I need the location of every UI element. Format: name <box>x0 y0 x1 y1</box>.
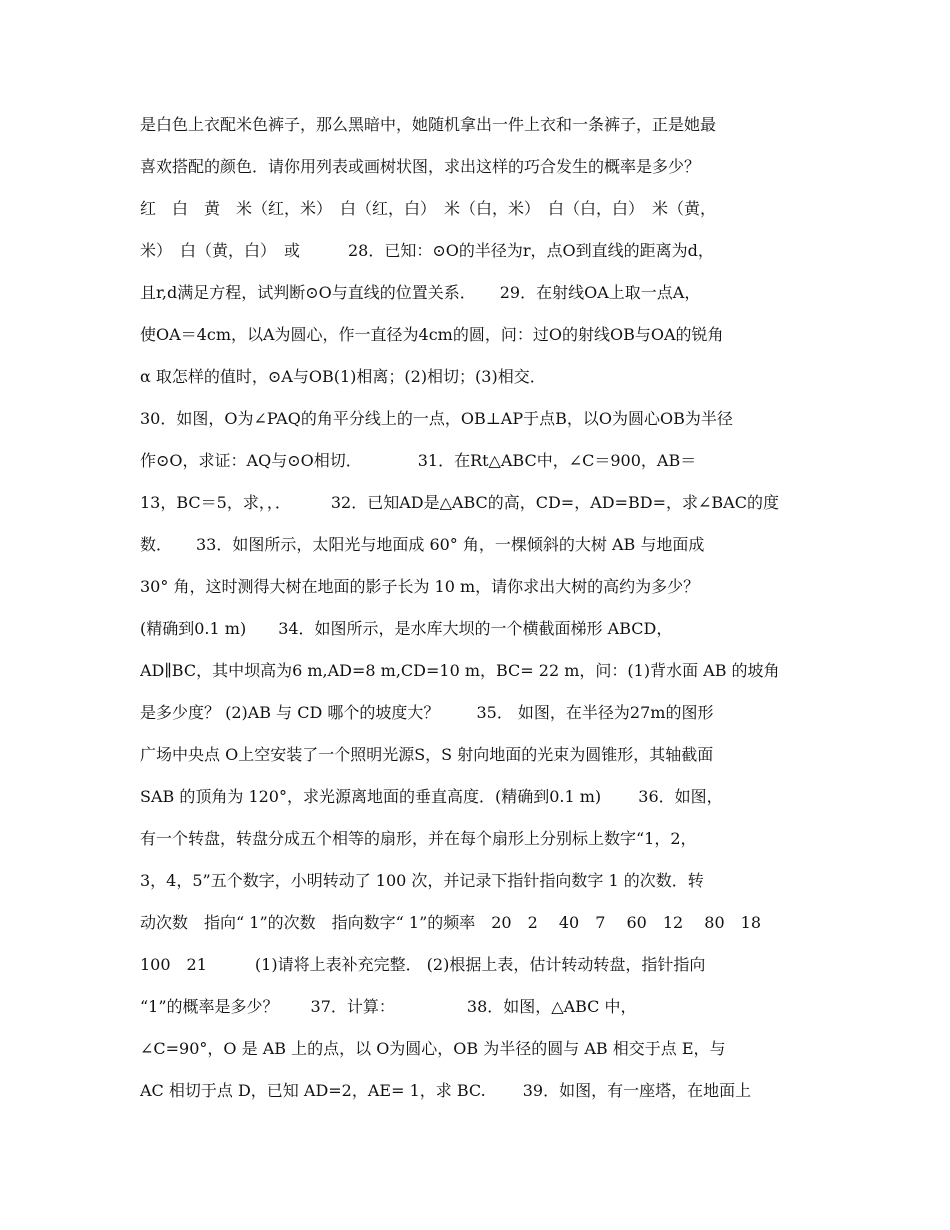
text-line: α 取怎样的值时，⊙A与OB(1)相离；(2)相切；(3)相交． <box>140 367 546 386</box>
text-line: 米） 白（黄，白） 或 28．已知：⊙O的半径为r，点O到直线的距离为d， <box>140 241 714 260</box>
text-line: 13，BC＝5，求，，． 32．已知AD是△ABC的高，CD=，AD=BD=，求∠BAC的度 <box>140 493 779 512</box>
text-line: 有一个转盘，转盘分成五个相等的扇形，并在每个扇形上分别标上数字“1，2， <box>140 829 697 848</box>
text-line: (精确到0.1 m) 34．如图所示，是水库大坝的一个横截面梯形 ABCD， <box>140 619 673 638</box>
text-line: 数． 33．如图所示，太阳光与地面成 60° 角，一棵倾斜的大树 AB 与地面成 <box>140 535 705 554</box>
text-line: 且r,d满足方程，试判断⊙O与直线的位置关系． 29．在射线OA上取一点A， <box>140 283 701 302</box>
text-line: AD∥BC，其中坝高为6 m,AD=8 m,CD=10 m，BC= 22 m，问：(1)背水面 AB 的坡角 <box>140 661 780 680</box>
document-body <box>140 111 820 1119</box>
text-line: 红 白 黄 米（红，米） 白（红，白） 米（白，米） 白（白，白） 米（黄， <box>140 199 717 218</box>
text-line: “1”的概率是多少？ 37．计算： 38．如图，△ABC 中， <box>140 997 637 1016</box>
text-line: 动次数 指向“ 1”的次数 指向数字“ 1”的频率 20 2 40 7 60 12 80 18 <box>140 913 762 932</box>
text-line: 是多少度？ (2)AB 与 CD 哪个的坡度大？ 35． 如图，在半径为27m的图形 <box>140 703 714 722</box>
text-line: SAB 的顶角为 120°，求光源离地面的垂直高度．(精确到0.1 m) 36．如图， <box>140 787 723 806</box>
text-line: 30° 角，这时测得大树在地面的影子长为 10 m，请你求出大树的高约为多少？ <box>140 577 700 596</box>
text-line: 是白色上衣配米色裤子，那么黑暗中，她随机拿出一件上衣和一条裤子，正是她最 <box>140 115 717 134</box>
text-line: ∠C=90°，O 是 AB 上的点，以 O为圆心，OB 为半径的圆与 AB 相交于点 E，与 <box>140 1039 726 1058</box>
text-line: AC 相切于点 D，已知 AD=2，AE= 1，求 BC. 39．如图，有一座塔，在地面上 <box>140 1081 752 1100</box>
text-line: 3，4，5”五个数字，小明转动了 100 次，并记录下指针指向数字 1 的次数．转 <box>140 871 704 890</box>
text-line: 广场中央点 O上空安装了一个照明光源S，S 射向地面的光束为圆锥形，其轴截面 <box>140 745 714 764</box>
text-line: 30．如图，O为∠PAQ的角平分线上的一点，OB⊥AP于点B，以O为圆心OB为半径 <box>140 409 733 428</box>
text-line: 100 21 (1)请将上表补充完整． (2)根据上表，估计转动转盘，指针指向 <box>140 955 706 974</box>
text-line: 使OA＝4cm，以A为圆心，作一直径为4cm的圆，问：过O的射线OB与OA的锐角 <box>140 325 724 344</box>
text-line: 作⊙O，求证：AQ与⊙O相切． 31．在Rt△ABC中，∠C＝900，AB＝ <box>140 451 697 470</box>
text-line: 喜欢搭配的颜色．请你用列表或画树状图，求出这样的巧合发生的概率是多少？ <box>140 157 701 176</box>
